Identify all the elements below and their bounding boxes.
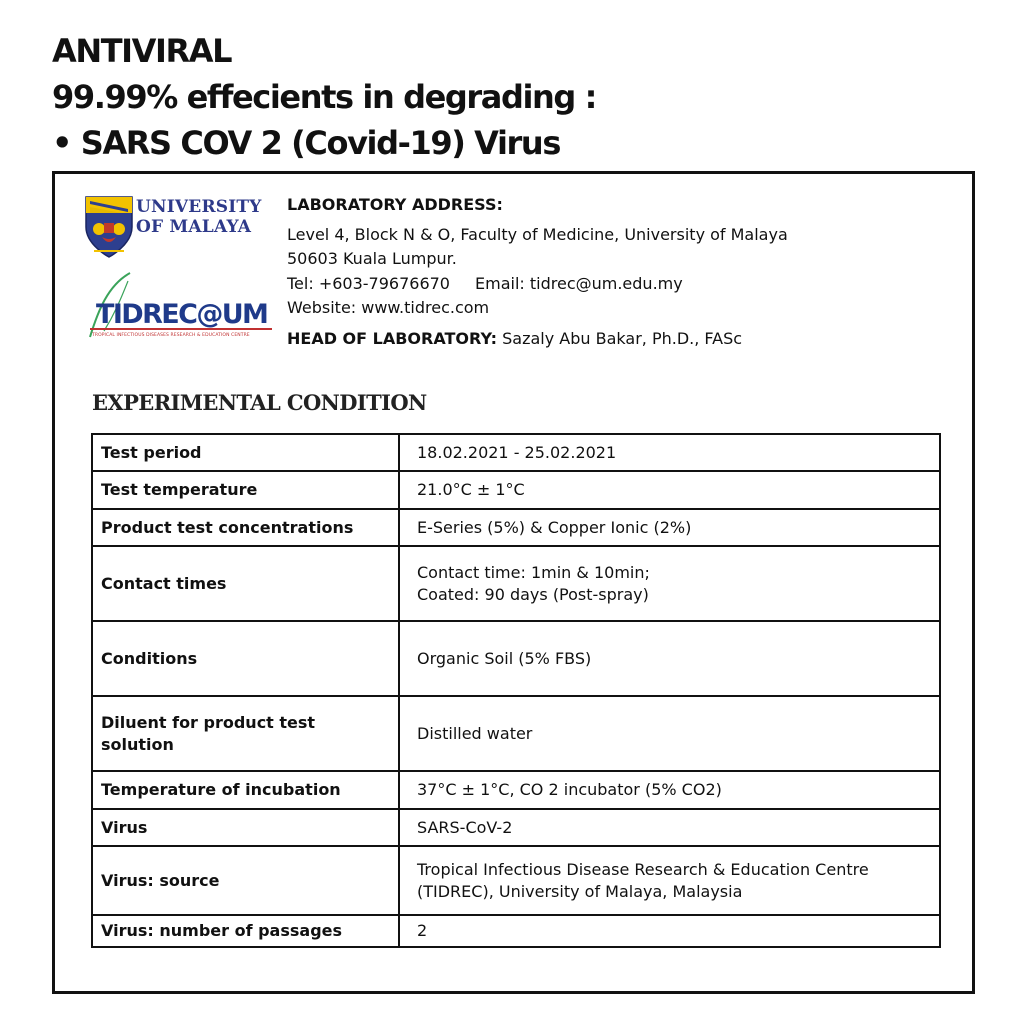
- logos: [82, 193, 278, 353]
- um-crest-icon: [82, 193, 136, 261]
- row-label: Temperature of incubation: [92, 771, 399, 809]
- table-row: [92, 546, 940, 621]
- table-row: [92, 434, 940, 471]
- row-value: 37°C ± 1°C, CO 2 incubator (5% CO2): [399, 771, 940, 809]
- lab-website: Website: www.tidrec.com: [287, 298, 490, 317]
- table-row: [92, 696, 940, 771]
- headline-title: ANTIVIRAL: [52, 32, 232, 70]
- row-value: Organic Soil (5% FBS): [399, 621, 940, 696]
- lab-address-line2: 50603 Kuala Lumpur.: [287, 249, 457, 268]
- row-value: 18.02.2021 - 25.02.2021: [399, 434, 940, 471]
- headline-efficiency: 99.99% effecients in degrading :: [52, 78, 597, 116]
- row-label: Virus: [92, 809, 399, 846]
- lab-tel: Tel: +603-79676670: [287, 274, 450, 293]
- um-wordmark-line2: OF MALAYA: [136, 217, 252, 237]
- tidrec-logo: [84, 271, 280, 341]
- table-row: [92, 846, 940, 915]
- experimental-condition-table: [91, 433, 941, 948]
- row-label: Virus: source: [92, 846, 399, 915]
- row-label: Contact times: [92, 546, 399, 621]
- row-label: Test period: [92, 434, 399, 471]
- lab-address-heading: LABORATORY ADDRESS:: [287, 195, 503, 214]
- row-label: Conditions: [92, 621, 399, 696]
- row-label: Product test concentrations: [92, 509, 399, 546]
- lab-head-label: HEAD OF LABORATORY:: [287, 329, 498, 348]
- row-value: Distilled water: [399, 696, 940, 771]
- table-row: [92, 509, 940, 546]
- tidrec-tagline: TROPICAL INFECTIOUS DISEASES RESEARCH & EDUCATION CENTRE: [92, 333, 250, 338]
- lab-head-name: Sazaly Abu Bakar, Ph.D., FASc: [502, 329, 743, 348]
- row-value: E-Series (5%) & Copper Ionic (2%): [399, 509, 940, 546]
- row-label: Virus: number of passages: [92, 915, 399, 947]
- lab-email: Email: tidrec@um.edu.my: [475, 274, 683, 293]
- table-row: [92, 771, 940, 809]
- row-value: SARS-CoV-2: [399, 809, 940, 846]
- row-value: 21.0°C ± 1°C: [399, 471, 940, 509]
- row-value: Tropical Infectious Disease Research & Education Centre (TIDREC), University of Malaya, Malaysia: [399, 846, 940, 915]
- table-row: [92, 621, 940, 696]
- experimental-condition-title: EXPERIMENTAL CONDITION: [92, 390, 427, 415]
- university-of-malaya-logo: [82, 193, 278, 263]
- table-row: [92, 809, 940, 846]
- row-label: Diluent for product test solution: [92, 696, 399, 771]
- table-row: [92, 471, 940, 509]
- tidrec-wordmark: TIDREC@UM: [96, 299, 268, 330]
- lab-address-line1: Level 4, Block N & O, Faculty of Medicine, University of Malaya: [287, 225, 788, 244]
- headline-virus: • SARS COV 2 (Covid-19) Virus: [52, 124, 560, 162]
- um-wordmark-line1: UNIVERSITY: [136, 197, 262, 217]
- headline: [52, 28, 596, 166]
- table-row: [92, 915, 940, 947]
- row-value: Contact time: 1min & 10min; Coated: 90 days (Post-spray): [399, 546, 940, 621]
- um-wordmark: [136, 197, 262, 237]
- row-label: Test temperature: [92, 471, 399, 509]
- row-value: 2: [399, 915, 940, 947]
